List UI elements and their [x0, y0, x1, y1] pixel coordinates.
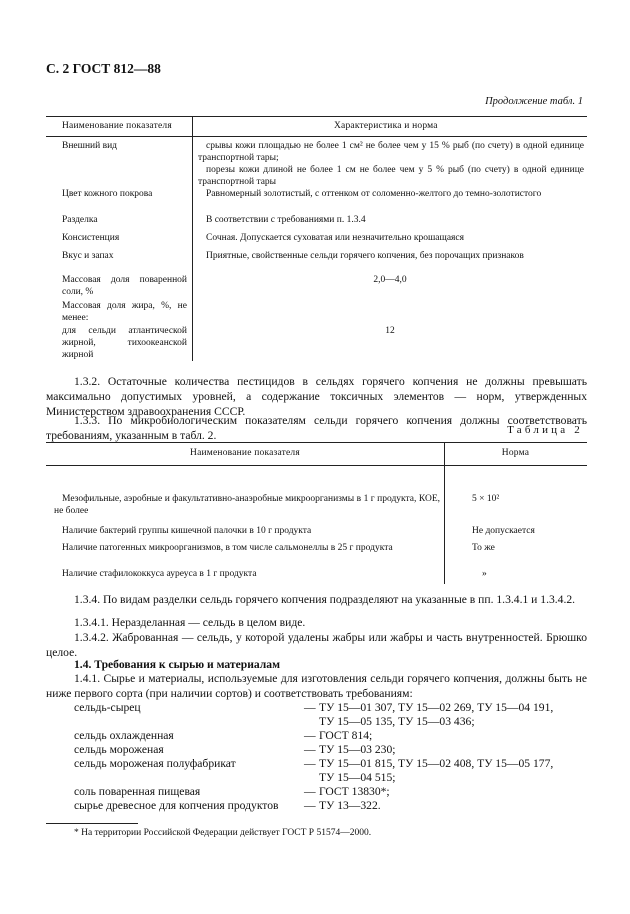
paragraph-1-3-4: 1.3.4. По видам разделки сельдь горячего копчения подразделяют на указанные в пп. 1.3.4.1 и 1.3.4.2. [74, 593, 576, 606]
row-taste-label: Вкус и запах [62, 251, 114, 261]
material-ref: ТУ 13—322. [319, 799, 381, 812]
paragraph-1-3-3: 1.3.3. По микробиологическим показателям сельди горячего копчения должны соответствовать требованиям, указанным в табл. 2. [46, 414, 587, 442]
table2-row3-value: То же [472, 543, 495, 553]
row-taste-value: Приятные, свойственные сельди горячего копчения, без порочащих признаков [206, 251, 524, 261]
material-dash: — [304, 743, 316, 756]
material-name: сельдь-сырец [74, 701, 141, 714]
material-name: сельдь мороженая полуфабрикат [74, 757, 236, 770]
table2-row3-label: Наличие патогенных микроорганизмов, в том числе сальмонеллы в 25 г продукта [62, 543, 393, 553]
material-ref-continued: ТУ 15—05 135, ТУ 15—03 436; [319, 715, 475, 728]
material-ref-continued: ТУ 15—04 515; [319, 771, 396, 784]
material-ref: ГОСТ 13830*; [319, 785, 390, 798]
material-ref: ТУ 15—01 815, ТУ 15—02 408, ТУ 15—05 177, [319, 757, 554, 770]
row-cut-value: В соответствии с требованиями п. 1.3.4 [206, 215, 366, 225]
row-fat-sub-label: для сельди атлантической жирной, тихоокеанской жирной [62, 326, 187, 360]
table2-row1-value: 5 × 10² [472, 494, 500, 504]
table1-column-divider [192, 116, 193, 361]
material-ref: ТУ 15—01 307, ТУ 15—02 269, ТУ 15—04 191, [319, 701, 554, 714]
material-name: соль поваренная пищевая [74, 785, 201, 798]
paragraph-1-3-4-2: 1.3.4.2. Жаброванная — сельдь, у которой удалены жабры или жабры и часть внутренностей. Брюшко целое. [46, 631, 587, 659]
row-color-label: Цвет кожного покрова [62, 189, 153, 199]
row-fat-label: Массовая доля жира, %, не менее: [62, 301, 187, 323]
table2-row1-label: Мезофильные, аэробные и факультативно-анаэробные микроорганизмы в 1 г продукта, КОЕ, не более [54, 494, 440, 516]
footnote-rule [46, 823, 138, 824]
material-name: сельдь охлажденная [74, 729, 174, 742]
material-dash: — [304, 785, 316, 798]
page-header: С. 2 ГОСТ 812—88 [46, 61, 161, 76]
table2-col1-header: Наименование показателя [190, 448, 300, 458]
material-name: сельдь мороженая [74, 743, 164, 756]
table2-column-divider [444, 442, 445, 584]
row-consistency-label: Консистенция [62, 233, 120, 243]
row-consistency-value: Сочная. Допускается суховатая или незначительно крошащаяся [206, 233, 465, 243]
table2-caption: Таблица 2 [507, 424, 583, 436]
table2-row4-label: Наличие стафилококкуса ауреуса в 1 г продукта [62, 569, 257, 579]
paragraph-1-4-1: 1.4.1. Сырье и материалы, используемые для изготовления сельди горячего копчения, должны быть не ниже первого сорта (при наличии сортов) и соответствовать требованиям: [46, 672, 587, 700]
material-ref: ТУ 15—03 230; [319, 743, 396, 756]
row-appearance-value-1: срывы кожи площадью не более 1 см² не более чем у 15 % рыб (по счету) в одной единице транспортной тары; [198, 141, 584, 163]
paragraph-1-3-2: 1.3.2. Остаточные количества пестицидов в сельдях горячего копчения не должны превышать максимально допустимых уровней, а содержание токсичных элементов — норм, утвержденных Министерством здравоохранения СССР. [46, 375, 587, 418]
table2-row2-label: Наличие бактерий группы кишечной палочки в 10 г продукта [62, 526, 312, 536]
row-appearance-value-2: порезы кожи длиной не более 1 см не более чем у 5 % рыб (по счету) в одной единице транспортной тары [198, 165, 584, 187]
row-color-value: Равномерный золотистый, с оттенком от соломенно-желтого до темно-золотистого [206, 189, 542, 199]
footnote: * На территории Российской Федерации действует ГОСТ Р 51574—2000. [74, 828, 372, 838]
paragraph-1-3-4-1: 1.3.4.1. Неразделанная — сельдь в целом виде. [74, 616, 306, 629]
material-ref: ГОСТ 814; [319, 729, 373, 742]
section-1-4-heading: 1.4. Требования к сырью и материалам [74, 658, 280, 671]
table2-row4-value: » [482, 569, 487, 579]
table2-top-rule [46, 442, 587, 443]
material-dash: — [304, 729, 316, 742]
row-fat-value: 12 [385, 326, 395, 336]
table1-header-rule [46, 136, 587, 137]
table1-col2-header: Характеристика и норма [334, 121, 438, 131]
table1-col1-header: Наименование показателя [62, 121, 172, 131]
row-salt-label: Массовая доля поваренной соли, % [62, 275, 187, 297]
material-dash: — [304, 701, 316, 714]
row-appearance-label: Внешний вид [62, 141, 117, 151]
table1-continuation: Продолжение табл. 1 [485, 96, 583, 107]
table2-row2-value: Не допускается [472, 526, 535, 536]
material-dash: — [304, 757, 316, 770]
row-cut-label: Разделка [62, 215, 98, 225]
material-name: сырье древесное для копчения продуктов [74, 799, 279, 812]
table2-col2-header: Норма [501, 448, 530, 458]
table2-header-rule [46, 465, 587, 466]
table1-top-rule [46, 116, 587, 117]
row-salt-value: 2,0—4,0 [373, 275, 407, 285]
material-dash: — [304, 799, 316, 812]
